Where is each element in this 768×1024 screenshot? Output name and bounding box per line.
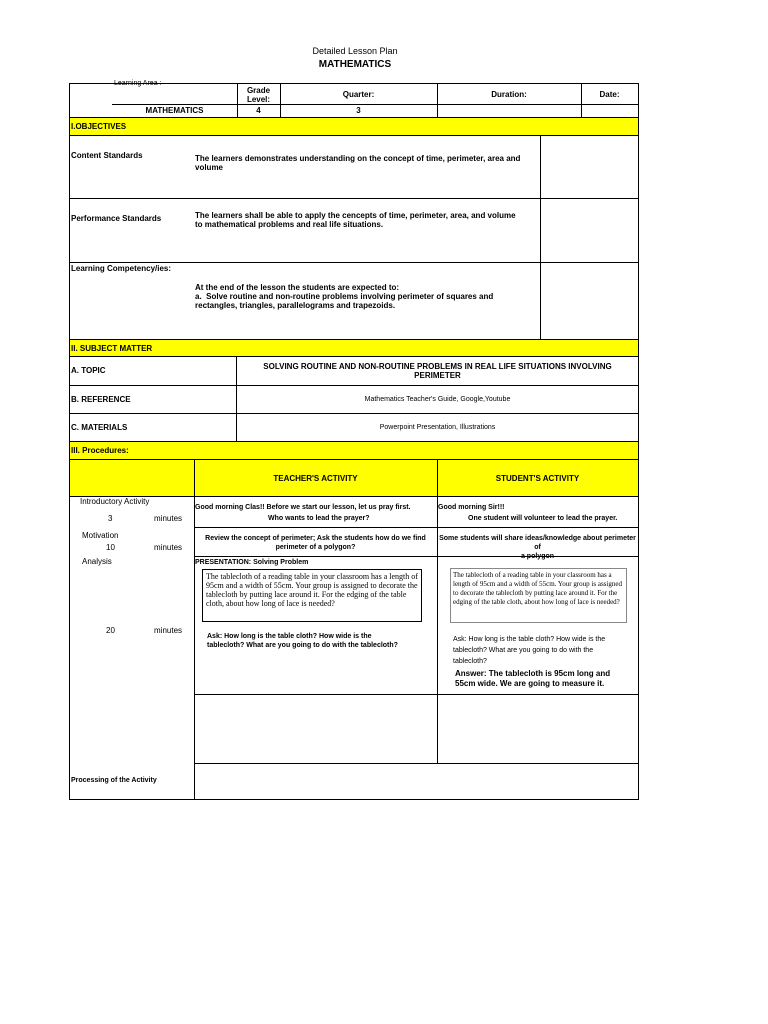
performance-standards-text: The learners shall be able to apply the cencepts of time, perimeter, area, and volume to mathematical problems and real life situations. [195, 211, 516, 229]
introductory-activity-label: Introductory Activity [80, 497, 150, 506]
intro-student-line-1: Good morning Sir!!! [438, 504, 505, 511]
content-standards-text: The learners demonstrates understanding on the concept of time, perimeter, area and volume [195, 154, 521, 172]
student-problem-box [450, 568, 627, 623]
teacher-ask-text: Ask: How long is the table cloth? How wide is the tablecloth? What are you going to do with the tablecloth? [207, 633, 398, 649]
student-activity-header: STUDENT'S ACTIVITY [495, 474, 580, 483]
analysis-unit: minutes [154, 626, 183, 635]
grade-level-value: 4 [256, 106, 261, 115]
subject-matter-band [69, 339, 638, 356]
content-standards-label: Content Standards [71, 151, 143, 160]
objectives-band [69, 117, 638, 135]
introductory-unit: minutes [154, 514, 183, 523]
teacher-activity-header: TEACHER'S ACTIVITY [273, 474, 358, 483]
introductory-time: 3 [108, 514, 113, 523]
motivation-label: Motivation [82, 531, 119, 540]
motivation-student-text: Some students will share ideas/knowledge about perimeter of a polygon [439, 535, 636, 560]
student-problem-text: The tablecloth of a reading table in your classroom has a length of 95cm and a width of 55cm. Your group is assigned to decorate the tablecloth by putting lace around it. For the edging of the table cloth, about how long of lace is needed? [453, 571, 624, 606]
performance-standards-label: Performance Standards [71, 214, 162, 223]
topic-label: A. TOPIC [71, 366, 106, 375]
intro-teacher-line-1: Good morning Clas!! Before we start our lesson, let us pray first. [195, 504, 411, 511]
teacher-problem-text: The tablecloth of a reading table in your classroom has a length of 95cm and a width of 55cm. Your group is assigned to decorate the tablecloth by putting lace around it. For the edging of the table cloth, about how long of lace is needed? [206, 572, 420, 608]
motivation-unit: minutes [154, 543, 183, 552]
duration-label: Duration: [491, 90, 527, 99]
objectives-heading: I.OBJECTIVES [71, 122, 127, 131]
procedures-heading: III. Procedures: [71, 446, 129, 455]
grade-level-label: Grade Level: [246, 86, 271, 104]
learning-area-value: MATHEMATICS [145, 106, 204, 115]
reference-label: B. REFERENCE [71, 395, 131, 404]
date-label: Date: [599, 90, 620, 99]
quarter-value: 3 [356, 106, 361, 115]
processing-activity-label: Processing of the Activity [71, 777, 157, 784]
student-ask-text: Ask: How long is the table cloth? How wide is the tablecloth? What are you going to do with the tablecloth? [453, 636, 606, 665]
motivation-teacher-text: Review the concept of perimeter; Ask the students how do we find perimeter of a polygon? [205, 535, 426, 551]
motivation-time: 10 [106, 543, 115, 552]
teacher-problem-box [202, 569, 422, 622]
topic-value: SOLVING ROUTINE AND NON-ROUTINE PROBLEMS IN REAL LIFE SITUATIONS INVOLVING PERIMETER [263, 362, 612, 380]
presentation-label: PRESENTATION: Solving Problem [195, 559, 309, 566]
reference-value: Mathematics Teacher's Guide, Google,Youtube [364, 396, 511, 403]
intro-teacher-line-2: Who wants to lead the prayer? [268, 515, 370, 522]
learning-competency-text: At the end of the lesson the students are expected to: a. Solve routine and non-routine problems involving perimeter of squares and rectangles, triangles, parallelograms and trapezoids. [195, 283, 494, 310]
materials-label: C. MATERIALS [71, 423, 128, 432]
document-title: Detailed Lesson Plan [312, 46, 398, 56]
student-answer-text: Answer: The tablecloth is 95cm long and 55cm wide. We are going to measure it. [455, 669, 611, 688]
intro-student-line-2: One student will volunteer to lead the prayer. [468, 515, 618, 522]
analysis-time: 20 [106, 626, 115, 635]
analysis-label: Analysis [82, 557, 112, 566]
subject-matter-heading: II. SUBJECT MATTER [71, 344, 153, 353]
materials-value: Powerpoint Presentation, Illustrations [379, 424, 496, 431]
quarter-label: Quarter: [342, 90, 375, 99]
learning-area-label: Learning Area : [114, 80, 162, 87]
learning-competency-label: Learning Competency/ies: [71, 264, 172, 273]
subject-title: MATHEMATICS [318, 59, 392, 70]
procedures-band [69, 441, 638, 459]
